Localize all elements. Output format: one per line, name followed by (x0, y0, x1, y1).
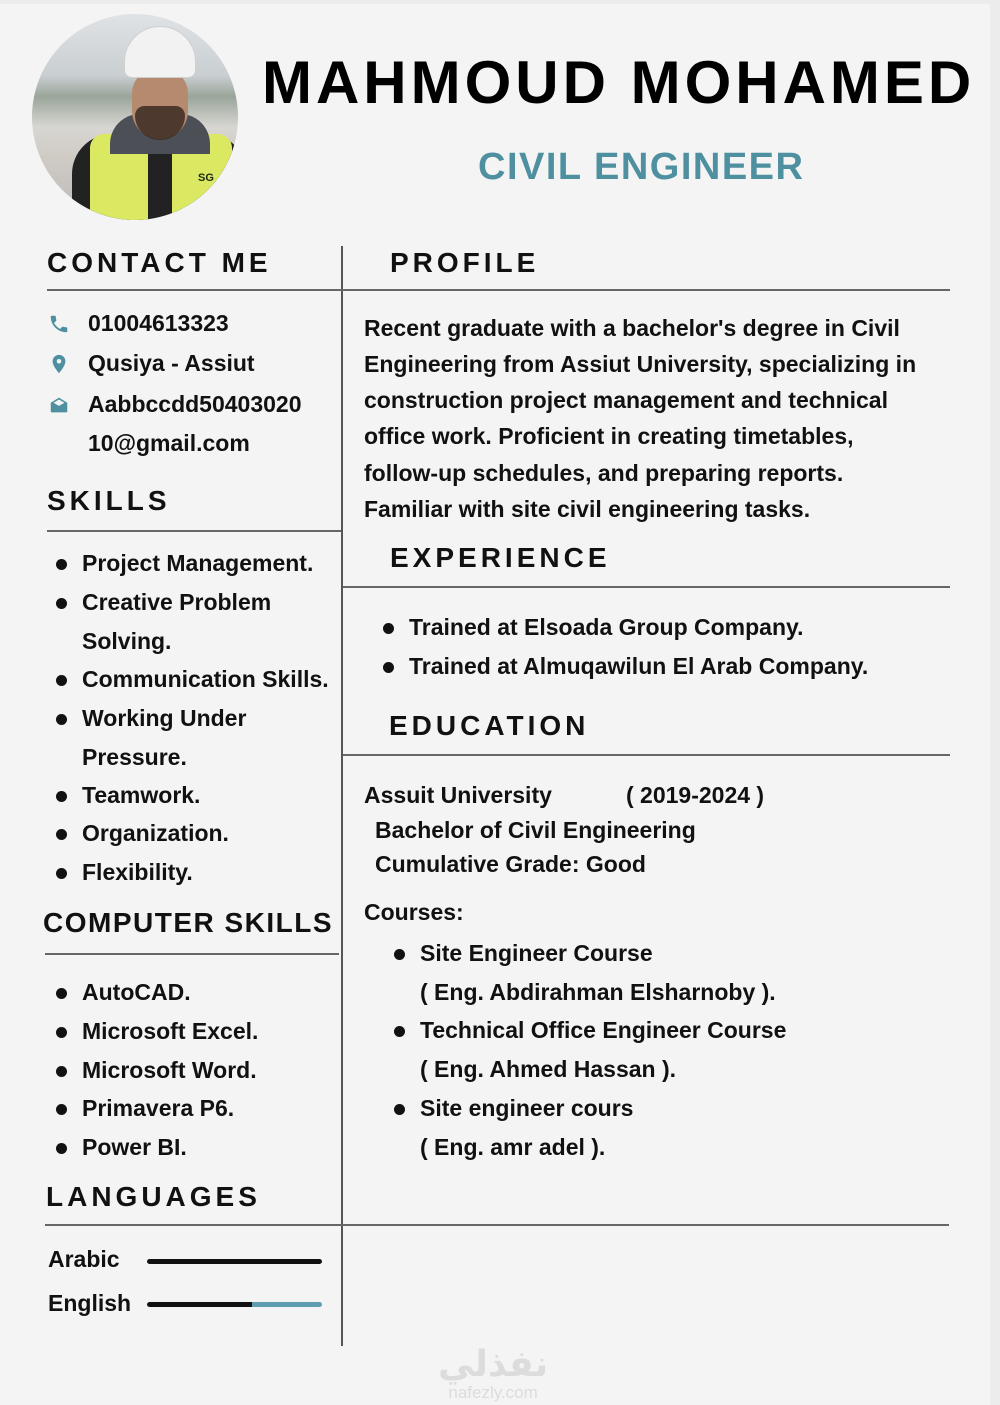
course-instructor: ( Eng. Abdirahman Elsharnoby ). (420, 979, 776, 1005)
watermark-latin: nafezly.com (448, 1383, 538, 1402)
contact-heading: CONTACT ME (47, 247, 272, 278)
profile-line: construction project management and technical (364, 387, 888, 413)
profile-photo (32, 14, 238, 220)
profile-line: Engineering from Assiut University, specializing in (364, 351, 917, 377)
language-name: English (48, 1290, 132, 1316)
footer-divider (341, 1224, 949, 1226)
course-name: Site Engineer Course (385, 940, 786, 979)
profile-line: office work. Proficient in creating timetables, (364, 423, 854, 449)
skill-item: Project Management. (47, 550, 329, 589)
computer-skill-item: AutoCAD. (47, 979, 258, 1018)
language-name: Arabic (48, 1246, 120, 1272)
profile-line: follow-up schedules, and preparing reports. (364, 460, 844, 486)
profile-summary (364, 317, 916, 534)
skill-item-continued: Solving. (82, 628, 172, 654)
skills-list (47, 550, 329, 898)
email-line-2[interactable]: 10@gmail.com (88, 430, 250, 456)
course-name: Site engineer cours (385, 1095, 786, 1134)
job-title: CIVIL ENGINEER (478, 146, 805, 188)
contact-divider (47, 289, 342, 291)
experience-item: Trained at Almuqawilun El Arab Company. (374, 653, 868, 692)
watermark-arabic: نفذلي (438, 1343, 549, 1384)
education-divider (343, 754, 950, 756)
location-pin-icon (48, 353, 70, 375)
envelope-icon (48, 394, 70, 416)
university-name: Assuit University (364, 782, 552, 808)
experience-heading: EXPERIENCE (390, 542, 611, 573)
language-level-fill (147, 1259, 322, 1264)
education-years: ( 2019-2024 ) (626, 782, 765, 808)
courses-list (385, 940, 786, 1173)
language-level-bar-arabic (147, 1259, 322, 1264)
profile-heading: PROFILE (390, 247, 540, 278)
profile-divider (341, 289, 950, 291)
computer-skill-item: Microsoft Excel. (47, 1018, 258, 1057)
degree: Bachelor of Civil Engineering (375, 817, 696, 843)
computer-skill-item: Microsoft Word. (47, 1057, 258, 1095)
education-heading: EDUCATION (389, 710, 590, 741)
vest-logo: SG (198, 172, 214, 184)
skill-item: Creative Problem (47, 589, 329, 628)
languages-heading: LANGUAGES (46, 1181, 261, 1212)
contact-email (48, 393, 302, 416)
language-level-bar-english (147, 1302, 322, 1307)
watermark (438, 1343, 549, 1402)
profile-line: Familiar with site civil engineering tasks. (364, 496, 811, 522)
resume-page (0, 4, 990, 1405)
skills-heading: SKILLS (47, 485, 171, 516)
skill-item: Communication Skills. (47, 666, 329, 705)
skill-item: Flexibility. (47, 859, 329, 898)
computer-skills-heading: COMPUTER SKILLS (43, 907, 334, 938)
column-divider (341, 246, 343, 1346)
language-english (48, 1292, 131, 1315)
experience-item: Trained at Elsoada Group Company. (374, 614, 868, 653)
language-level-fill (147, 1302, 252, 1307)
contact-location (48, 352, 255, 375)
experience-divider (343, 586, 950, 588)
candidate-name: MAHMOUD MOHAMED (262, 49, 976, 116)
skill-item: Teamwork. (47, 782, 329, 820)
contact-phone (48, 312, 229, 335)
computer-skill-item: Primavera P6. (47, 1095, 258, 1134)
computer-skill-item: Power BI. (47, 1134, 258, 1173)
cumulative-grade: Cumulative Grade: Good (375, 851, 646, 877)
course-name: Technical Office Engineer Course (385, 1017, 786, 1056)
computer-skills-list (47, 979, 258, 1173)
skill-item: Working Under (47, 705, 329, 744)
phone-icon (48, 313, 70, 335)
experience-list (374, 614, 868, 692)
location-text: Qusiya - Assiut (88, 350, 255, 376)
course-instructor: ( Eng. amr adel ). (420, 1134, 606, 1160)
language-arabic (48, 1248, 120, 1271)
skills-divider (47, 530, 341, 532)
hard-hat-icon (124, 26, 196, 78)
email-line-1[interactable]: Aabbccdd50403020 (88, 391, 302, 417)
phone-number: 01004613323 (88, 310, 229, 336)
languages-divider (45, 1224, 343, 1226)
courses-label: Courses: (364, 899, 464, 925)
skill-item: Organization. (47, 820, 329, 859)
course-instructor: ( Eng. Ahmed Hassan ). (420, 1056, 677, 1082)
skill-item-continued: Pressure. (82, 744, 187, 770)
computer-skills-divider (45, 953, 339, 955)
profile-line: Recent graduate with a bachelor's degree in Civil (364, 315, 900, 341)
